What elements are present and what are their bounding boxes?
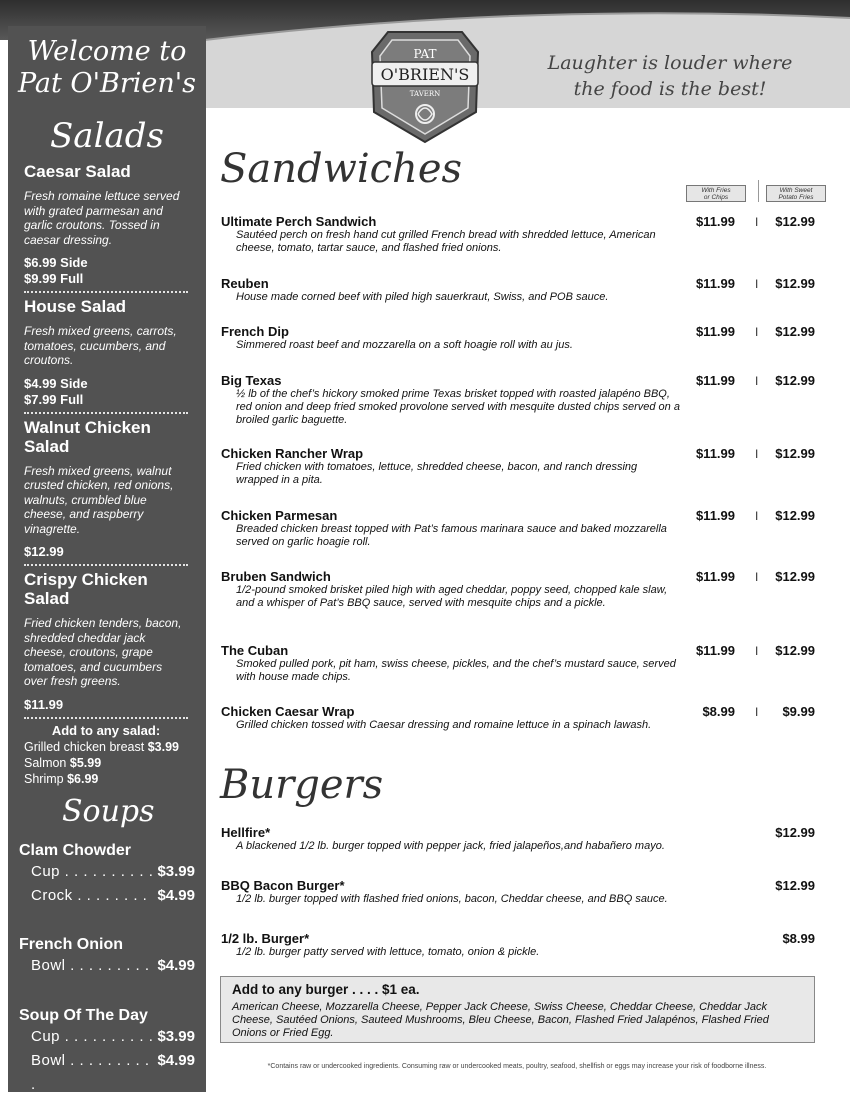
burger-price: $8.99 <box>782 931 815 946</box>
price-separator: I <box>755 644 759 658</box>
soup-size-label: Cup . . . . . . . . . . <box>31 863 154 880</box>
price-fries: $11.99 <box>695 276 735 291</box>
soup-price: $3.99 <box>157 863 195 880</box>
item-description: A blackened 1/2 lb. burger topped with pepper jack, fried jalapeños,and habañero mayo. <box>236 840 665 852</box>
welcome-line: Pat O'Brien's <box>17 68 197 99</box>
salad-price: $11.99 <box>24 696 64 712</box>
addon-price: $6.99 <box>67 771 99 786</box>
column-header-line: With Fries <box>701 187 731 194</box>
price-sweet-potato: $9.99 <box>782 704 815 719</box>
item-description: Sautéed perch on fresh hand cut grilled French bread with shredded lettuce, American cheese, tomato, tartar sauce, and flashed fried onions. <box>236 229 656 254</box>
soup-price: $4.99 <box>157 957 195 974</box>
burger-addons-list: American Cheese, Mozzarella Cheese, Pepper Jack Cheese, Swiss Cheese, Cheddar Cheese, Cheddar Jack Cheese, Sautéed Onions, Sauteed Mushrooms, Bleu Cheese, Bacon, Flashed Fried Jalapénos, Flashed Fried Onions or Fried Egg. <box>232 1001 769 1039</box>
soup-item <box>19 1007 195 1097</box>
price-sweet-potato: $12.99 <box>775 508 815 523</box>
item-description: Simmered roast beef and mozzarella on a soft hoagie roll with au jus. <box>236 339 573 351</box>
burger-addons-box <box>220 976 815 1043</box>
salad-price-full: $7.99 Full <box>24 391 84 407</box>
tagline <box>520 50 820 102</box>
price-fries: $11.99 <box>695 508 735 523</box>
item-description: 1/2-pound smoked brisket piled high with aged cheddar, poppy seed, chopped kale slaw, and a whisper of Pat’s BBQ sauce, served with mesquite chips and a pickle. <box>236 584 668 609</box>
dotted-divider <box>24 412 188 414</box>
item-name: Ultimate Perch Sandwich <box>221 214 377 229</box>
price-separator: I <box>755 215 759 229</box>
price-fries: $11.99 <box>695 643 735 658</box>
item-description: House made corned beef with piled high sauerkraut, Swiss, and POB sauce. <box>236 291 609 303</box>
burgers-heading: Burgers <box>220 762 384 808</box>
salad-price <box>24 376 188 408</box>
soup-size-row <box>19 1025 195 1049</box>
sandwich-item <box>221 446 817 487</box>
salad-name: Caesar Salad <box>24 162 131 181</box>
column-header-fries <box>686 185 746 202</box>
sandwich-item <box>221 508 817 549</box>
burger-item <box>221 878 817 906</box>
salad-description: Fresh romaine lettuce served with grated parmesan and garlic croutons. Tossed in caesar dressing. <box>24 189 180 247</box>
salad-addon <box>24 739 188 755</box>
sandwiches-heading: Sandwiches <box>220 146 463 192</box>
soup-name: Clam Chowder <box>19 842 132 859</box>
soup-item <box>19 936 195 978</box>
price-fries: $11.99 <box>695 446 735 461</box>
item-description: Breaded chicken breast topped with Pat’s famous marinara sauce and baked mozzarella served on garlic hoagie roll. <box>236 523 667 548</box>
item-name: French Dip <box>221 324 289 339</box>
addon-price: $3.99 <box>147 739 179 754</box>
item-description: ½ lb of the chef’s hickory smoked prime Texas brisket topped with roasted jalapéno BBQ, red onion and deep fried smoked provolone served with mesquite dusted chips served on a broiled garlic baguette. <box>236 388 680 426</box>
sandwich-item <box>221 704 817 732</box>
price-separator: I <box>755 447 759 461</box>
soup-price: $4.99 <box>157 1052 195 1069</box>
salad-description: Fresh mixed greens, walnut crusted chicken, red onions, walnuts, crumbled blue cheese, and raspberry vinagrette. <box>24 463 174 536</box>
column-header-line: With Sweet <box>779 187 813 194</box>
column-header-sweet-potato <box>766 185 826 202</box>
price-fries: $11.99 <box>695 373 735 388</box>
logo-text: O'BRIEN'S <box>380 65 470 84</box>
dotted-divider <box>24 291 188 293</box>
salad-addon <box>24 755 188 771</box>
logo-text: PAT <box>413 47 437 61</box>
burger-addons-title: Add to any burger . . . . $1 ea. <box>232 982 420 997</box>
column-header-line: Potato Fries <box>778 194 814 201</box>
soup-size-row <box>19 860 195 884</box>
addon-price: $5.99 <box>69 755 102 770</box>
salad-addons-title: Add to any salad: <box>51 722 161 738</box>
soup-price: $3.99 <box>157 1028 195 1045</box>
price-fries: $8.99 <box>702 704 735 719</box>
item-description: 1/2 lb. burger patty served with lettuce, tomato, onion & pickle. <box>236 946 540 958</box>
column-divider <box>758 180 759 202</box>
soup-price: $4.99 <box>157 887 195 904</box>
item-description: Fried chicken with tomatoes, lettuce, shredded cheese, bacon, and ranch dressing wrapped in a pita. <box>236 461 638 486</box>
salad-list <box>24 162 188 787</box>
pat-obriens-logo <box>368 22 482 144</box>
salad-description: Fresh mixed greens, carrots, tomatoes, cucumbers, and croutons. <box>24 324 177 367</box>
salads-heading: Salads <box>50 116 164 156</box>
soup-size-label: Bowl . . . . . . . . . <box>31 957 150 974</box>
welcome-line: Welcome to <box>27 36 187 67</box>
salad-item <box>24 162 188 289</box>
price-sweet-potato: $12.99 <box>775 373 815 388</box>
addon-label: Grilled chicken breast <box>24 739 145 754</box>
soup-size-label: Crock . . . . . . . . <box>31 887 148 904</box>
price-fries: $11.99 <box>695 214 735 229</box>
price-sweet-potato: $12.99 <box>775 214 815 229</box>
price-separator: I <box>755 374 759 388</box>
price-fries: $11.99 <box>695 569 735 584</box>
burger-price: $12.99 <box>775 878 815 893</box>
sandwich-item <box>221 569 817 610</box>
sidebar <box>8 26 206 1092</box>
salad-description: Fried chicken tenders, bacon, shredded cheddar jack cheese, croutons, grape tomatoes, and cucumbers over fresh greens. <box>24 616 182 688</box>
item-name: Chicken Rancher Wrap <box>221 446 364 461</box>
item-description: 1/2 lb. burger topped with flashed fried onions, bacon, Cheddar cheese, and BBQ sauce. <box>236 893 668 905</box>
item-name: Bruben Sandwich <box>221 569 331 584</box>
burger-item <box>221 825 817 853</box>
item-name: Hellfire* <box>221 825 271 840</box>
salad-item <box>24 570 188 715</box>
salad-price: $12.99 <box>24 544 64 559</box>
price-sweet-potato: $12.99 <box>775 324 815 339</box>
soup-size-label: Bowl . . . . . . . . . . <box>31 1052 150 1093</box>
item-name: 1/2 lb. Burger* <box>221 931 310 946</box>
salad-name: Crispy Chicken Salad <box>24 570 148 608</box>
item-name: Big Texas <box>221 373 282 388</box>
price-sweet-potato: $12.99 <box>775 276 815 291</box>
salad-price-full: $9.99 Full <box>24 271 84 286</box>
soup-name: Soup Of The Day <box>19 1007 148 1024</box>
sandwich-item <box>221 373 817 427</box>
price-fries: $11.99 <box>695 324 735 339</box>
price-sweet-potato: $12.99 <box>775 446 815 461</box>
price-separator: I <box>755 277 759 291</box>
soup-size-row <box>19 954 195 978</box>
addon-label: Shrimp <box>24 771 64 786</box>
item-name: Chicken Parmesan <box>221 508 338 523</box>
addon-label: Salmon <box>24 755 67 770</box>
column-header-line: or Chips <box>703 194 729 201</box>
price-sweet-potato: $12.99 <box>775 569 815 584</box>
logo-text: TAVERN <box>409 90 441 98</box>
price-separator: I <box>755 705 759 719</box>
soups-heading: Soups <box>62 794 155 829</box>
salad-price-side: $4.99 Side <box>24 375 88 391</box>
item-description: Grilled chicken tossed with Caesar dressing and romaine lettuce in a spinach lawash. <box>236 719 652 731</box>
salad-addon <box>24 771 188 787</box>
sandwich-item <box>221 643 817 684</box>
item-name: The Cuban <box>221 643 289 658</box>
soup-item <box>19 842 195 908</box>
soup-size-label: Cup . . . . . . . . . . <box>31 1028 154 1045</box>
soup-size-row <box>19 884 195 908</box>
salad-item <box>24 297 188 410</box>
salad-name: House Salad <box>24 297 127 316</box>
welcome-heading <box>8 36 206 100</box>
burger-item <box>221 931 817 959</box>
price-separator: I <box>755 509 759 523</box>
sandwich-item <box>221 324 817 352</box>
tagline-line: Laughter is louder where <box>547 52 793 74</box>
salad-price-side: $6.99 Side <box>24 255 88 270</box>
tagline-line: the food is the best! <box>573 78 767 100</box>
dotted-divider <box>24 717 188 719</box>
soup-name: French Onion <box>19 936 123 953</box>
item-name: BBQ Bacon Burger* <box>221 878 345 893</box>
salad-item <box>24 418 188 563</box>
sandwich-item <box>221 276 817 304</box>
item-name: Reuben <box>221 276 269 291</box>
burger-price: $12.99 <box>775 825 815 840</box>
salad-price <box>24 255 188 287</box>
item-description: Smoked pulled pork, pit ham, swiss cheese, pickles, and the chef’s mustard sauce, served with house made chips. <box>236 658 676 683</box>
price-separator: I <box>755 570 759 584</box>
dotted-divider <box>24 564 188 566</box>
price-separator: I <box>755 325 759 339</box>
footnote: *Contains raw or undercooked ingredients. Consuming raw or undercooked meats, poultry, seafood, shellfish or eggs may increase your risk of foodborne illness. <box>267 1063 767 1070</box>
salad-name: Walnut Chicken Salad <box>24 417 151 456</box>
item-name: Chicken Caesar Wrap <box>221 704 355 719</box>
price-sweet-potato: $12.99 <box>775 643 815 658</box>
sandwich-item <box>221 214 817 255</box>
soup-size-row <box>19 1049 195 1097</box>
